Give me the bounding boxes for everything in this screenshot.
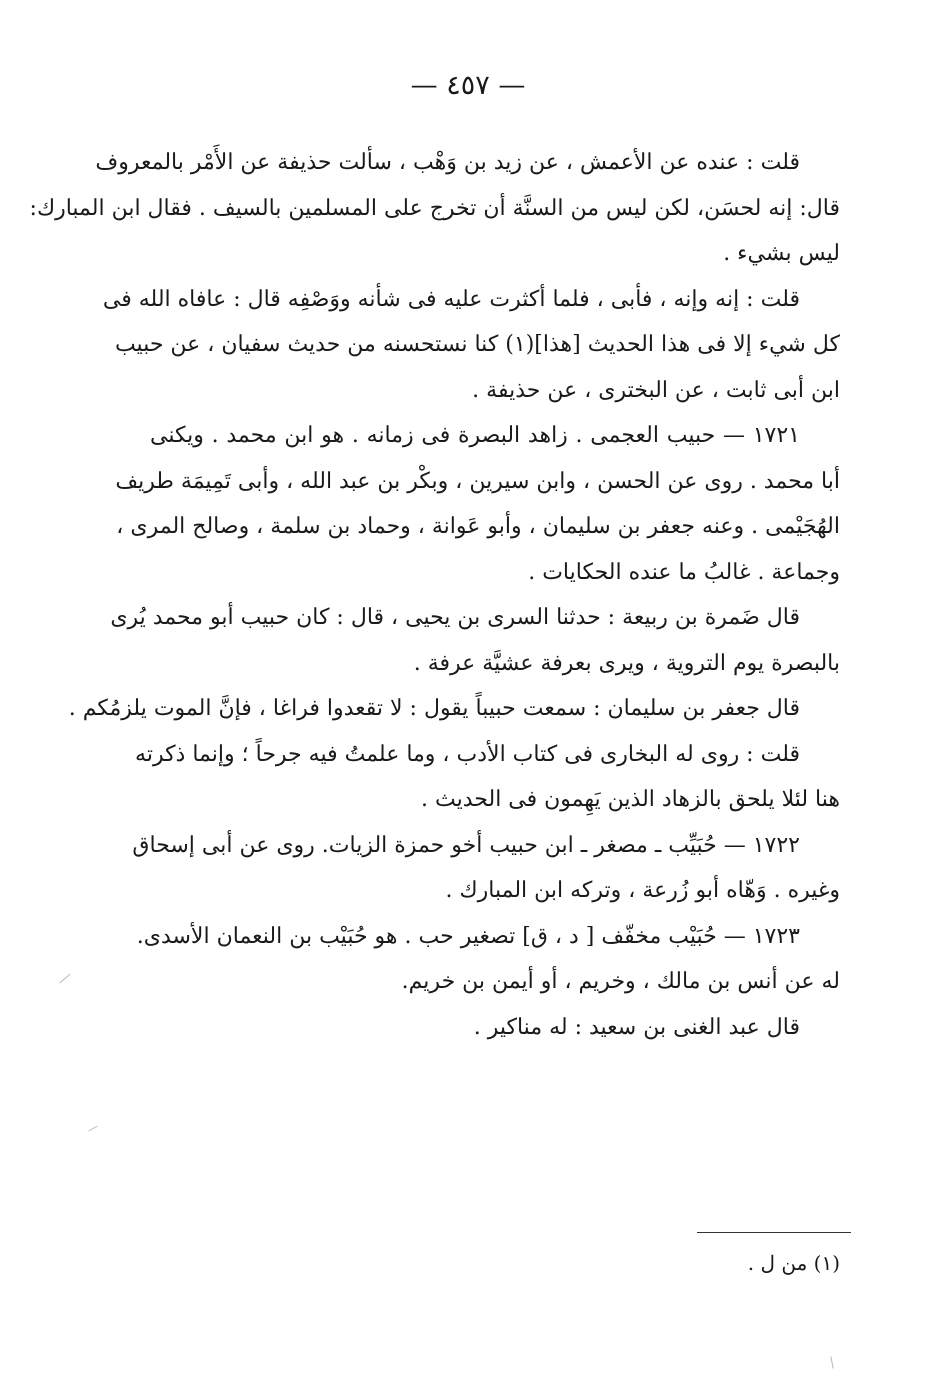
entry-heading-line: ١٧٢١ — حبيب العجمى . زاهد البصرة فى زمانه . هو ابن محمد . ويكنى — [150, 423, 800, 448]
text-line: أبا محمد . روى عن الحسن ، وابن سيرين ، وبكْر بن عبد الله ، وأبى تَمِيمَة طريف — [115, 468, 840, 494]
text-line: قال جعفر بن سليمان : سمعت حبيباً يقول : لا تقعدوا فراغا ، فإنَّ الموت يلزمُكم . — [68, 696, 800, 721]
text-line: الهُجَيْمى . وعنه جعفر بن سليمان ، وأبو عَوانة ، وحماد بن سلمة ، وصالح المرى ، — [116, 514, 840, 539]
paper-mark — [830, 1357, 833, 1369]
text-line: ليس بشيء . — [723, 241, 840, 266]
entry-heading-line: ١٧٢٣ — حُبَيْب مخفّف [ د ، ق] تصغير حب . هو حُبَيْب بن النعمان الأسدى. — [136, 923, 800, 949]
footnote-divider — [697, 1232, 851, 1233]
text-line: هنا لئلا يلحق بالزهاد الذين يَهِمون فى الحديث . — [421, 787, 840, 812]
text-line: قال ضَمرة بن ربيعة : حدثنا السرى بن يحيى ، قال : كان حبيب أبو محمد يُرى — [110, 605, 800, 630]
text-line: وجماعة . غالبُ ما عنده الحكايات . — [528, 559, 840, 585]
text-line: قال عبد الغنى بن سعيد : له مناكير . — [473, 1014, 800, 1040]
text-line: قلت : عنده عن الأعمش ، عن زيد بن وَهْب ، سألت حذيفة عن الأَمْر بالمعروف — [95, 150, 800, 175]
text-line: قلت : روى له البخارى فى كتاب الأدب ، وما علمتُ فيه جرحاً ؛ وإنما ذكرته — [135, 741, 800, 767]
text-line: ابن أبى ثابت ، عن البخترى ، عن حذيفة . — [472, 377, 840, 403]
paper-mark — [59, 974, 70, 984]
text-line: بالبصرة يوم التروية ، ويرى بعرفة عشيَّة عرفة . — [413, 650, 840, 676]
text-line: كل شيء إلا فى هذا الحديث [هذا](١) كنا نستحسنه من حديث سفيان ، عن حبيب — [114, 332, 840, 357]
text-line: قلت : إنه وإنه ، فأبى ، فلما أكثرت عليه فى شأنه ووَصْفِه قال : عافاه الله فى — [102, 286, 800, 312]
footnote: (١) من ل . — [747, 1251, 840, 1275]
paper-mark — [88, 1126, 97, 1132]
text-line: وغيره . وَهّاه أبو زُرعة ، وتركه ابن المبارك . — [445, 878, 840, 903]
entry-heading-line: ١٧٢٢ — حُبَيِّب ـ مصغر ـ ابن حبيب أخو حمزة الزيات. روى عن أبى إسحاق — [132, 832, 800, 858]
page-number: — ٤٥٧ — — [410, 70, 526, 101]
text-line: له عن أنس بن مالك ، وخريم ، أو أيمن بن خريم. — [401, 969, 840, 994]
text-line: قال: إنه لحسَن، لكن ليس من السنَّة أن تخرج على المسلمين بالسيف . فقال ابن المبارك: — [29, 195, 840, 221]
main-text — [29, 140, 840, 1050]
